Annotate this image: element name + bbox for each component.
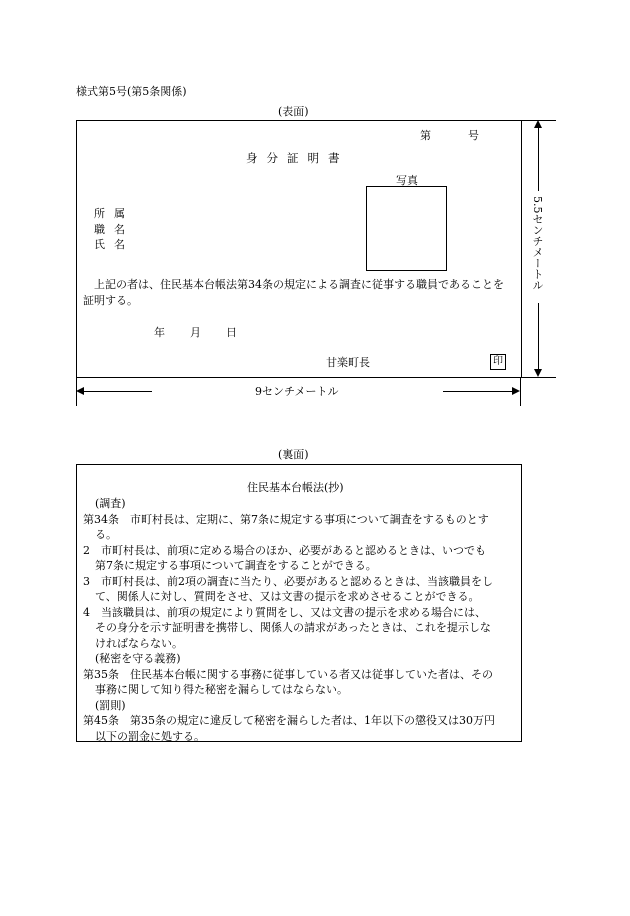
article-35-line-1: 第35条 住民基本台帳に関する事務に従事している者又は従事していた者は、その [83, 667, 493, 681]
date-day: 日 [226, 326, 237, 339]
article-45-line-1: 第45条 第35条の規定に違反して秘密を漏らした者は、1年以下の懲役又は30万円 [83, 714, 495, 727]
paragraph-2-line-2: 第7条に規定する事項について調査をすることができる。 [95, 559, 377, 572]
field-affiliation: 所属 [94, 207, 134, 220]
date-month: 月 [190, 326, 201, 339]
statement-line-2: 証明する。 [83, 294, 138, 307]
statement-line-1: 上記の者は、住民基本台帳法第34条の規定による調査に従事する職員であることを [94, 278, 504, 291]
width-dimension-label: 9センチメートル [255, 385, 339, 398]
back-side-label: (裏面) [278, 448, 309, 461]
height-line-upper [538, 127, 539, 191]
issuer: 甘楽町長 [326, 356, 370, 369]
paragraph-4-line-2: その身分を示す証明書を携帯し、関係人の請求があったときは、これを提示しな [95, 621, 491, 634]
paragraph-2-line-1: 2 市町村長は、前項に定める場合のほか、必要があると認めるときは、いつでも [83, 543, 486, 557]
height-extension-bottom [522, 377, 556, 378]
front-side-label: (表面) [278, 105, 309, 118]
height-dimension-label: 5.5センチメートル [531, 196, 544, 291]
article-45-line-2: 以下の罰金に処する。 [95, 729, 205, 743]
paragraph-3-line-1: 3 市町村長は、前2項の調査に当たり、必要があると認めるときは、当該職員をし [83, 574, 493, 588]
certificate-title: 身分証明書 [246, 151, 349, 165]
field-name: 氏名 [94, 238, 134, 251]
article-34-line-2: る。 [95, 528, 117, 541]
certificate-number-prefix: 第 [420, 129, 431, 142]
height-arrow-bottom-icon [534, 369, 542, 377]
photo-frame [366, 186, 447, 271]
paragraph-4-line-1: 4 当該職員は、前項の規定により質問をし、又は文書の提示を求める場合には、 [83, 605, 486, 619]
width-line-right [443, 391, 513, 392]
heading-penalty: (罰則) [95, 698, 126, 712]
field-job-title: 職名 [94, 223, 134, 236]
law-excerpt [83, 496, 523, 744]
date-year: 年 [154, 326, 165, 339]
paragraph-3-line-2: て、関係人に対し、質問をさせ、又は文書の提示を求めさせることができる。 [95, 590, 480, 603]
height-line-lower [538, 303, 539, 370]
paragraph-4-line-3: ければならない。 [95, 636, 183, 650]
form-label: 様式第5号(第5条関係) [76, 85, 187, 98]
width-arrow-right-icon [512, 387, 520, 395]
width-extension-right [520, 378, 521, 406]
certificate-number-suffix: 号 [468, 129, 479, 142]
back-title: 住民基本台帳法(抄) [247, 481, 344, 494]
heading-secrecy: (秘密を守る義務) [95, 652, 181, 665]
heading-investigation: (調査) [95, 497, 126, 510]
width-line-left [83, 391, 152, 392]
article-34-line-1: 第34条 市町村長は、定期に、第7条に規定する事項について調査をするものとす [83, 512, 489, 526]
photo-label: 写真 [396, 174, 418, 187]
seal-stamp: 印 [490, 354, 506, 370]
article-35-line-2: 事務に関して知り得た秘密を漏らしてはならない。 [95, 683, 348, 696]
